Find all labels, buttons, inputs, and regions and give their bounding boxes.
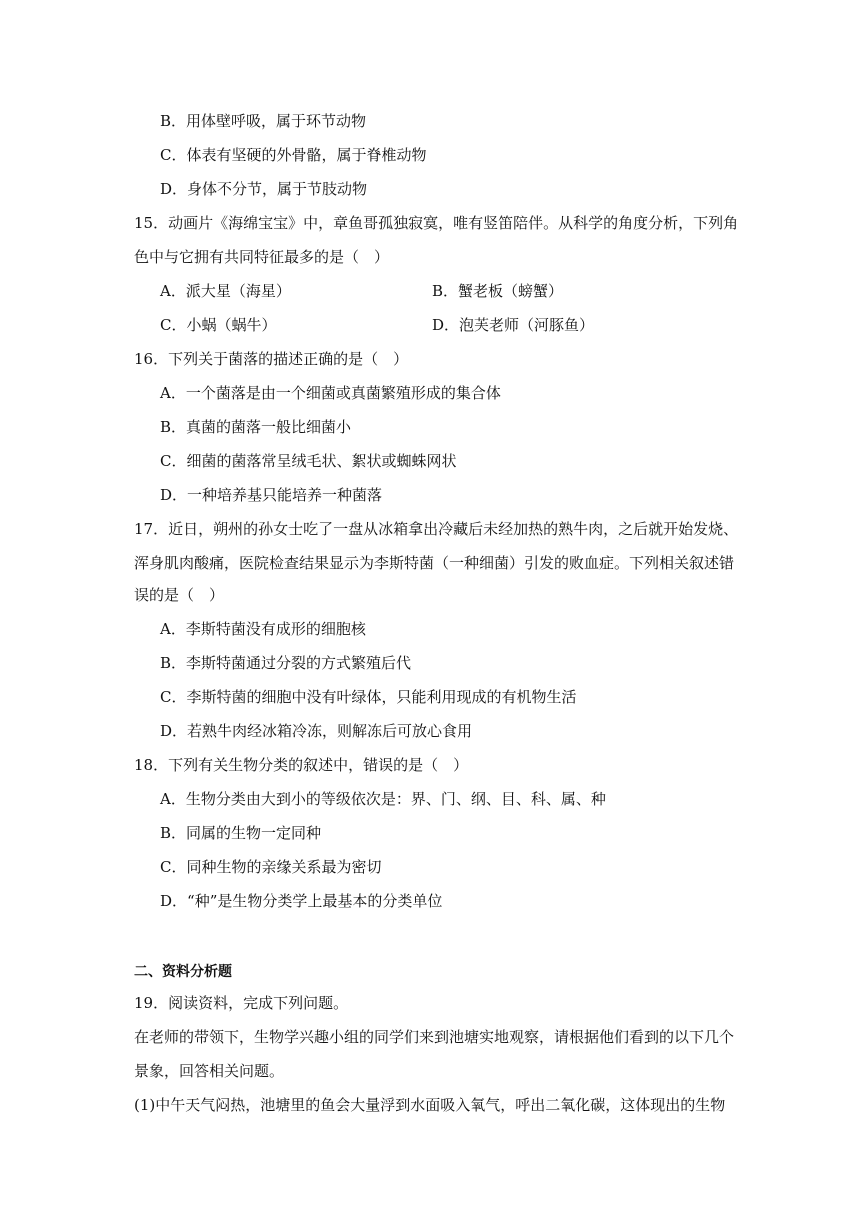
option-text: C．细菌的菌落常呈绒毛状、絮状或蜘蛛网状 [160, 452, 457, 470]
option-text: C．李斯特菌的细胞中没有叶绿体，只能利用现成的有机物生活 [160, 688, 577, 706]
option-text: B．真菌的菌落一般比细菌小 [160, 418, 352, 436]
question-16: 16．下列关于菌落的描述正确的是（ ） [134, 350, 409, 368]
question-18: 18．下列有关生物分类的叙述中，错误的是（ ） [134, 756, 469, 774]
option-text: A．派大星（海星） [160, 282, 291, 300]
option-text: A．一个菌落是由一个细菌或真菌繁殖形成的集合体 [160, 384, 501, 402]
paragraph: (1)中午天气闷热，池塘里的鱼会大量浮到水面吸入氧气，呼出二氧化碳，这体现出的生物 [134, 1096, 726, 1114]
option-text: D．一种培养基只能培养一种菌落 [160, 486, 383, 504]
option-text: C．同种生物的亲缘关系最为密切 [160, 858, 382, 876]
question-17-cont: 浑身肌肉酸痛，医院检查结果显示为李斯特菌（一种细菌）引发的败血症。下列相关叙述错 [134, 554, 735, 572]
option-text: B．用体壁呼吸，属于环节动物 [160, 112, 367, 130]
option-text: D．若熟牛肉经冰箱冷冻，则解冻后可放心食用 [160, 722, 473, 740]
option-text: D．泡芙老师（河豚鱼） [432, 316, 595, 334]
question-17: 17．近日，朔州的孙女士吃了一盘从冰箱拿出冷藏后未经加热的熟牛肉，之后就开始发烧、 [134, 520, 739, 538]
question-19: 19．阅读资料，完成下列问题。 [134, 994, 349, 1012]
option-text: C．小蜗（蜗牛） [160, 316, 277, 334]
paragraph: 在老师的带领下，生物学兴趣小组的同学们来到池塘实地观察，请根据他们看到的以下几个 [134, 1028, 735, 1046]
option-text: D．“种”是生物分类学上最基本的分类单位 [160, 892, 443, 910]
paragraph: 景象，回答相关问题。 [134, 1062, 285, 1080]
section-heading: 二、资料分析题 [134, 964, 232, 980]
question-17-cont: 误的是（ ） [134, 586, 225, 604]
option-text: B．李斯特菌通过分裂的方式繁殖后代 [160, 654, 412, 672]
option-text: B．同属的生物一定同种 [160, 824, 322, 842]
option-text: A．生物分类由大到小的等级依次是：界、门、纲、目、科、属、种 [160, 790, 606, 808]
question-15: 15．动画片《海绵宝宝》中，章鱼哥孤独寂寞，唯有竖笛陪伴。从科学的角度分析，下列角 [134, 214, 739, 232]
option-text: A．李斯特菌没有成形的细胞核 [160, 620, 366, 638]
option-text: D．身体不分节，属于节肢动物 [160, 180, 368, 198]
question-15-cont: 色中与它拥有共同特征最多的是（ ） [134, 248, 390, 266]
option-text: B．蟹老板（螃蟹） [432, 282, 564, 300]
option-text: C．体表有坚硬的外骨骼，属于脊椎动物 [160, 146, 427, 164]
